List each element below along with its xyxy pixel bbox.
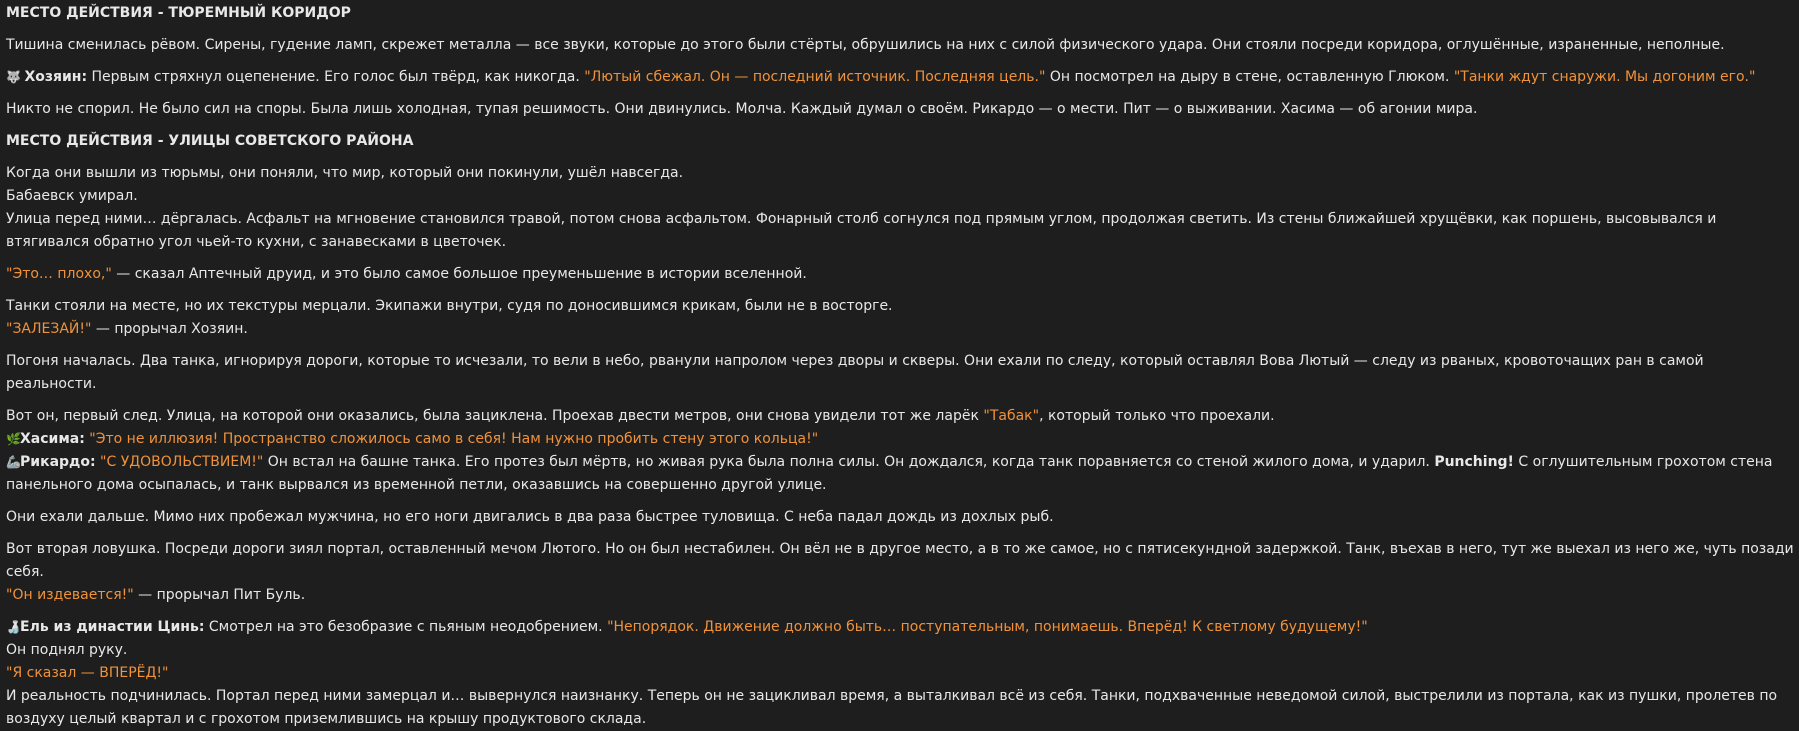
quote: "Лютый сбежал. Он — последний источник. Последняя цель."	[584, 69, 1046, 85]
speaker-name: Хасима:	[20, 431, 85, 447]
paragraph-first-trace	[6, 405, 1794, 428]
quote: "Это не иллюзия! Пространство сложилось само в себя! Нам нужно пробить стену этого кольца!"	[89, 431, 819, 447]
narration: Он посмотрел на дыру в стене, оставленную Глюком.	[1045, 69, 1454, 85]
narration: Смотрел на это безобразие с пьяным неодобрением.	[204, 619, 608, 635]
paragraph: Улица перед ними… дёргалась. Асфальт на мгновение становился травой, потом снова асфальтом. Фонарный столб согнулся под прямым углом, продолжая светить. Из стены ближайшей хрущёвки, как поршень, высовывался и втягивался обратно угол чьей-то кухни, с занавесками в цветочек.	[6, 211, 1717, 250]
paragraph: Он поднял руку.	[6, 642, 128, 658]
narration: , который только что проехали.	[1039, 408, 1275, 424]
scene-heading-prison: МЕСТО ДЕЙСТВИЯ - ТЮРЕМНЫЙ КОРИДОР	[6, 5, 351, 21]
narration: — прорычал Хозяин.	[91, 321, 248, 337]
quote: "Это… плохо,"	[6, 266, 112, 282]
paragraph: Бабаевск умирал.	[6, 188, 138, 204]
scene-heading-streets: МЕСТО ДЕЙСТВИЯ - УЛИЦЫ СОВЕТСКОГО РАЙОНА	[6, 133, 414, 149]
quote: "Табак"	[983, 408, 1040, 424]
paragraph: Танки стояли на месте, но их текстуры мерцали. Экипажи внутри, судя по доносившимся крикам, были не в восторге.	[6, 298, 893, 314]
story-text	[6, 2, 1794, 731]
dialogue-el-tsin	[6, 616, 1794, 639]
narration: Первым стряхнул оцепенение. Его голос был твёрд, как никогда.	[87, 69, 585, 85]
herb-icon: 🌿	[6, 432, 21, 446]
dialogue-khozyain-shout	[6, 318, 1794, 341]
dialogue-druid	[6, 263, 1794, 286]
paragraph: Когда они вышли из тюрьмы, они поняли, что мир, который они покинули, ушёл навсегда.	[6, 165, 684, 181]
narration: Вот он, первый след. Улица, на которой они оказались, была зациклена. Проехав двести метров, они снова увидели тот же ларёк	[6, 408, 984, 424]
speaker-name: Рикардо:	[20, 454, 96, 470]
paragraph: Погоня началась. Два танка, игнорируя дороги, которые то исчезали, то вели в небо, рванули напролом через дворы и скверы. Они ехали по следу, который оставлял Вова Лютый — следу из рваных, кровоточащих ран в самой реальности.	[6, 353, 1704, 392]
paragraph: И реальность подчинилась. Портал перед ними замерцал и… вывернулся наизнанку. Теперь он не зацикливал время, а выталкивал всё из себя. Танки, подхваченные неведомой силой, выстрелили из портала, как из пушки, пролетев по воздуху целый квартал и с грохотом приземлившись на крышу продуктового склада.	[6, 688, 1778, 727]
quote: "Непорядок. Движение должно быть… поступательным, понимаешь. Вперёд! К светлому будущему!"	[607, 619, 1368, 635]
dialogue-pit-bul	[6, 584, 1794, 607]
narration: С оглушительным грохотом стена панельного дома осыпалась, и танк вырвался из временной петли, оказавшись на совершенно другой улице.	[6, 454, 1773, 493]
speaker-name: Хозяин:	[24, 69, 88, 85]
dialogue-khasima	[6, 428, 1794, 451]
quote: "ЗАЛЕЗАЙ!"	[6, 321, 92, 337]
narration: — прорычал Пит Буль.	[133, 587, 306, 603]
paragraph: Никто не спорил. Не было сил на споры. Была лишь холодная, тупая решимость. Они двинулись. Молча. Каждый думал о своём. Рикардо — о мести. Пит — о выживании. Хасима — об агонии мира.	[6, 101, 1478, 117]
quote: "Танки ждут снаружи. Мы догоним его."	[1453, 69, 1756, 85]
paragraph: Они ехали дальше. Мимо них пробежал мужчина, но его ноги двигались в два раза быстрее туловища. С неба падал дождь из дохлых рыб.	[6, 509, 1054, 525]
wolf-icon: 🐺	[6, 70, 21, 84]
dialogue-khozyain	[6, 66, 1794, 89]
narration: — сказал Аптечный друид, и это было самое большое преуменьшение в истории вселенной.	[111, 266, 807, 282]
prosthetic-arm-icon: 🦾	[6, 455, 21, 469]
quote-line: "Я сказал — ВПЕРЁД!"	[6, 665, 169, 681]
dialogue-rikardo	[6, 451, 1794, 497]
paragraph: Тишина сменилась рёвом. Сирены, гудение ламп, скрежет металла — все звуки, которые до этого были стёрты, обрушились на них с силой физического удара. Они стояли посреди коридора, оглушённые, израненные, неполные.	[6, 37, 1725, 53]
narration: Он встал на башне танка. Его протез был мёртв, но живая рука была полна силы. Он дождался, когда танк поравняется со стеной жилого дома, и ударил.	[263, 454, 1435, 470]
quote: "Он издевается!"	[6, 587, 134, 603]
paragraph: Вот вторая ловушка. Посреди дороги зиял портал, оставленный мечом Лютого. Но он был нестабилен. Он вёл не в другое место, а в то же самое, но с пятисекундной задержкой. Танк, въехав в него, тут же выехал из него же, чуть позади себя.	[6, 541, 1794, 580]
sound-effect: Punching!	[1434, 454, 1514, 470]
speaker-name: Ель из династии Цинь:	[20, 619, 205, 635]
quote: "С УДОВОЛЬСТВИЕМ!"	[100, 454, 264, 470]
sake-bottle-icon: 🍶	[6, 620, 21, 634]
